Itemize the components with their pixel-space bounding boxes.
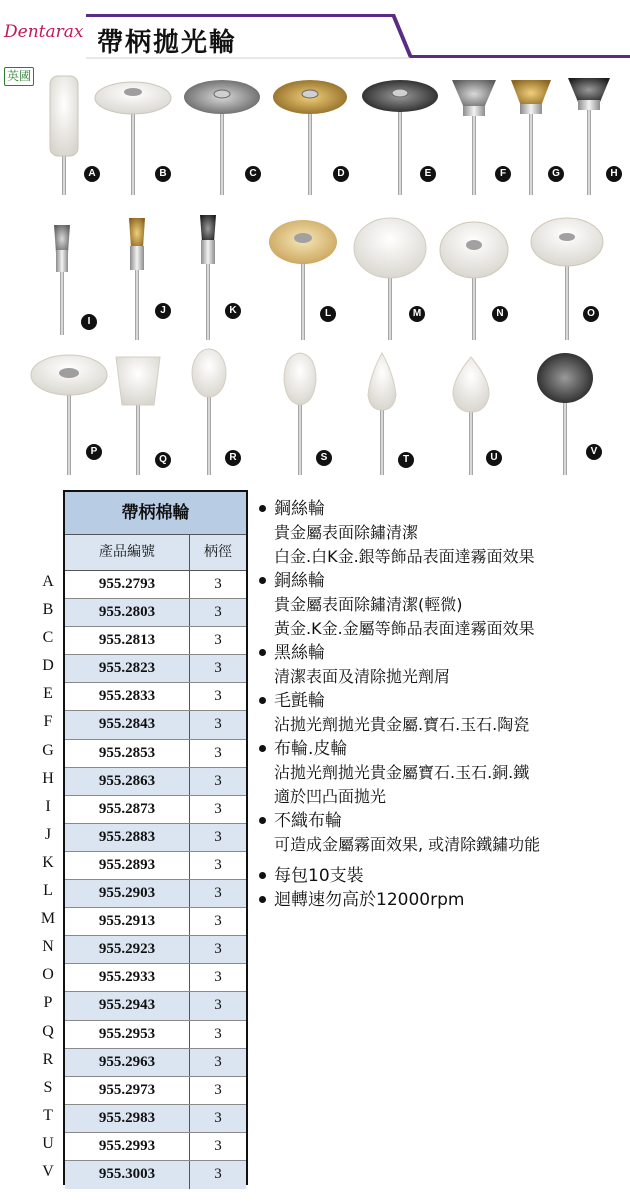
- product-code-cell: 955.2893: [65, 852, 190, 879]
- product-code-cell: 955.2873: [65, 796, 190, 823]
- table-row: [65, 908, 246, 936]
- shank-diameter-cell: 3: [214, 576, 222, 592]
- row-letter: L: [43, 882, 53, 900]
- product-drawing: [0, 70, 630, 490]
- product-L: [269, 220, 337, 340]
- shank-diameter-cell: 3: [214, 744, 222, 761]
- row-letter: H: [42, 769, 54, 787]
- row-letter: I: [45, 797, 51, 815]
- header-code: 產品編號: [65, 535, 190, 570]
- tag-Q: Q: [155, 452, 171, 468]
- shank-diameter-cell: 3: [214, 885, 222, 902]
- tag-F: F: [495, 166, 511, 182]
- description-heading: 不織布輪: [274, 811, 342, 831]
- origin-badge: 英國: [4, 67, 34, 86]
- row-letter: S: [43, 1078, 53, 1096]
- tag-S: S: [316, 450, 332, 466]
- product-H: [568, 78, 610, 195]
- note-item: [258, 888, 628, 912]
- row-letter: B: [42, 601, 54, 619]
- table-row: [65, 880, 246, 908]
- product-N: [440, 222, 508, 340]
- description-line: 適於凹凸面拋光: [274, 787, 387, 806]
- tag-B: B: [155, 166, 171, 182]
- row-letter: R: [42, 1050, 54, 1068]
- product-A: [50, 76, 78, 195]
- description-heading: 銅絲輪: [274, 571, 325, 591]
- tag-C: C: [245, 166, 261, 182]
- row-letter: P: [43, 994, 53, 1012]
- product-code-cell: 955.2993: [65, 1133, 190, 1160]
- product-code-cell: 955.3003: [65, 1161, 190, 1189]
- table-row: [65, 1105, 246, 1133]
- product-code-cell: 955.2883: [65, 824, 190, 851]
- tag-K: K: [225, 303, 241, 319]
- tag-D: D: [333, 166, 349, 182]
- product-illustration: [0, 70, 630, 490]
- description-line: 白金.白K金.銀等飾品表面達霧面效果: [274, 547, 535, 566]
- product-code-cell: 955.2913: [65, 908, 190, 935]
- table-row: [65, 655, 246, 683]
- row-letter: J: [44, 825, 52, 843]
- shank-diameter-cell: 3: [214, 604, 222, 621]
- table-row: [65, 711, 246, 739]
- row-letter: G: [42, 741, 54, 759]
- shank-diameter-cell: 3: [214, 716, 222, 733]
- tag-L: L: [320, 306, 336, 322]
- product-code-cell: 955.2983: [65, 1105, 190, 1132]
- shank-diameter-cell: 3: [214, 941, 222, 958]
- product-V: [537, 353, 593, 475]
- tag-J: J: [155, 303, 171, 319]
- product-T: [368, 353, 396, 475]
- table-row: [65, 992, 246, 1020]
- table-row: [65, 627, 246, 655]
- description-line: 沾拋光劑拋光貴金屬.寶石.玉石.陶瓷: [274, 715, 530, 734]
- description-heading: 毛氈輪: [274, 691, 325, 711]
- row-letter: T: [43, 1106, 53, 1124]
- product-code-cell: 955.2903: [65, 880, 190, 907]
- shank-diameter-cell: 3: [214, 828, 222, 845]
- row-letter: K: [42, 853, 54, 871]
- table-row: [65, 599, 246, 627]
- description-item: [258, 809, 628, 857]
- table-header-row: [65, 535, 246, 571]
- product-R: [192, 349, 226, 475]
- product-U: [453, 357, 489, 475]
- table-row: [65, 796, 246, 824]
- table-row: [65, 1021, 246, 1049]
- table-row: [65, 683, 246, 711]
- product-J: [129, 218, 145, 340]
- shank-diameter-cell: 3: [214, 1025, 222, 1042]
- table-row: [65, 1161, 246, 1189]
- tag-I: I: [81, 314, 97, 330]
- row-letter: U: [42, 1134, 54, 1152]
- product-code-cell: 955.2823: [65, 655, 190, 682]
- description-line: 黃金.K金.金屬等飾品表面達霧面效果: [274, 619, 535, 638]
- product-code-cell: 955.2933: [65, 964, 190, 991]
- product-code-cell: 955.2833: [65, 683, 190, 710]
- tag-M: M: [409, 306, 425, 322]
- product-code-cell: 955.2853: [65, 740, 190, 767]
- shank-diameter-cell: 3: [214, 913, 222, 930]
- row-letter: D: [42, 657, 54, 675]
- page-header: [0, 0, 630, 66]
- row-letter: N: [42, 938, 54, 956]
- page-title: 帶柄拋光輪: [97, 28, 238, 58]
- header-diameter: 柄徑: [204, 544, 232, 560]
- notes-list: [258, 864, 628, 912]
- shank-diameter-cell: 3: [214, 856, 222, 873]
- table-row: [65, 852, 246, 880]
- product-code-cell: 955.2793: [65, 571, 190, 598]
- shank-diameter-cell: 3: [214, 997, 222, 1014]
- product-code-cell: 955.2813: [65, 627, 190, 654]
- table-row: [65, 936, 246, 964]
- shank-diameter-cell: 3: [214, 1081, 222, 1098]
- description-line: 沾拋光劑拋光貴金屬寶石.玉石.銅.鐵: [274, 763, 530, 782]
- product-code-cell: 955.2803: [65, 599, 190, 626]
- row-letter: M: [40, 910, 56, 928]
- shank-diameter-cell: 3: [214, 1109, 222, 1126]
- tag-U: U: [486, 450, 502, 466]
- table-title: 帶柄棉輪: [65, 492, 246, 535]
- product-F: [452, 80, 496, 195]
- product-table: [63, 490, 248, 1185]
- product-G: [511, 80, 551, 195]
- tag-T: T: [398, 452, 414, 468]
- description-item: [258, 497, 628, 569]
- row-letter: V: [42, 1162, 54, 1180]
- note-text: 迴轉速勿高於12000rpm: [274, 890, 465, 910]
- description-line: 可造成金屬霧面效果, 或清除鐵鏽功能: [274, 835, 541, 854]
- row-letter: Q: [42, 1022, 54, 1040]
- description-heading: 黑絲輪: [274, 643, 325, 663]
- shank-diameter-cell: 3: [214, 969, 222, 986]
- header-rule: [0, 0, 630, 66]
- table-row: [65, 1133, 246, 1161]
- table-row: [65, 1049, 246, 1077]
- row-letter-column: [36, 568, 60, 1186]
- shank-diameter-cell: 3: [214, 772, 222, 789]
- description-line: 清潔表面及清除拋光劑屑: [274, 667, 451, 686]
- description-item: [258, 689, 628, 737]
- table-row: [65, 824, 246, 852]
- product-Q: [116, 357, 160, 475]
- product-code-cell: 955.2943: [65, 992, 190, 1019]
- description-list: [258, 497, 628, 857]
- tag-G: G: [548, 166, 564, 182]
- description-line: 貴金屬表面除鏽清潔(輕微): [274, 595, 463, 614]
- product-code-cell: 955.2953: [65, 1021, 190, 1048]
- product-K: [200, 215, 216, 340]
- row-letter: A: [42, 573, 54, 590]
- shank-diameter-cell: 3: [214, 800, 222, 817]
- row-letter: F: [43, 713, 53, 731]
- product-S: [284, 353, 316, 475]
- tag-V: V: [586, 444, 602, 460]
- shank-diameter-cell: 3: [214, 660, 222, 677]
- description-line: 貴金屬表面除鏽清潔: [274, 523, 419, 542]
- description-heading: 鋼絲輪: [274, 499, 325, 519]
- shank-diameter-cell: 3: [214, 632, 222, 649]
- description-heading: 布輪.皮輪: [274, 739, 348, 759]
- table-row: [65, 964, 246, 992]
- tag-R: R: [225, 450, 241, 466]
- shank-diameter-cell: 3: [214, 1165, 222, 1182]
- table-body: [65, 571, 246, 1189]
- tag-O: O: [583, 306, 599, 322]
- product-code-cell: 955.2843: [65, 711, 190, 738]
- shank-diameter-cell: 3: [214, 688, 222, 705]
- product-code-cell: 955.2863: [65, 768, 190, 795]
- shank-diameter-cell: 3: [214, 1053, 222, 1070]
- row-letter: O: [42, 966, 54, 984]
- tag-A: A: [84, 166, 100, 182]
- brand-logo: Dentarax: [4, 22, 84, 42]
- row-letter: E: [43, 685, 53, 703]
- tag-E: E: [420, 166, 436, 182]
- product-I: [54, 225, 70, 335]
- tag-P: P: [86, 444, 102, 460]
- note-item: [258, 864, 628, 888]
- shank-diameter-cell: 3: [214, 1137, 222, 1154]
- table-row: [65, 1077, 246, 1105]
- tag-H: H: [606, 166, 622, 182]
- table-row: [65, 740, 246, 768]
- row-letter: C: [42, 629, 54, 647]
- table-row: [65, 768, 246, 796]
- product-code-cell: 955.2963: [65, 1049, 190, 1076]
- product-code-cell: 955.2973: [65, 1077, 190, 1104]
- product-code-cell: 955.2923: [65, 936, 190, 963]
- tag-N: N: [492, 306, 508, 322]
- description-item: [258, 569, 628, 641]
- description-item: [258, 641, 628, 689]
- description-item: [258, 737, 628, 809]
- note-text: 每包10支裝: [274, 866, 364, 886]
- table-row: [65, 571, 246, 599]
